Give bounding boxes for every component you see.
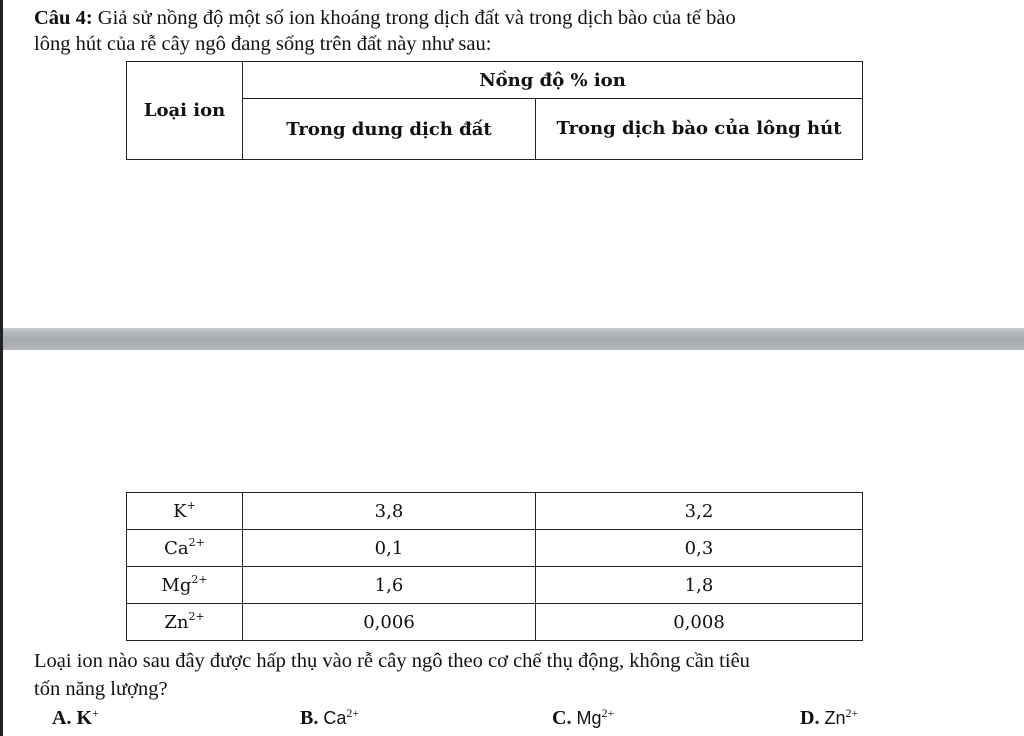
table-row (127, 604, 863, 641)
header-ion-type: Loại ion (127, 62, 243, 160)
soil-value: 0,1 (243, 530, 536, 567)
soil-value: 1,6 (243, 567, 536, 604)
ion-cell: $Mg^{2+}$ (127, 567, 243, 604)
page-gap (0, 328, 1024, 350)
question-text-1: Giả sử nồng độ một số ion khoáng trong dịch đất và trong dịch bào của tế bào (97, 7, 736, 29)
ion-cell: K+ (127, 493, 243, 530)
left-border (0, 0, 3, 736)
table-row (127, 567, 863, 604)
header-concentration: Nồng độ % ion (243, 62, 863, 99)
question-number: Câu 4: (34, 7, 93, 29)
option-c: C. $Mg^{2+}$ (552, 706, 615, 729)
cell-value: 1,8 (536, 567, 863, 604)
ion-table-data (126, 492, 863, 641)
option-a: A. K+ (52, 706, 99, 729)
option-d: D. $Zn^{2+}$ (800, 706, 859, 729)
soil-value: 0,006 (243, 604, 536, 641)
table-row (127, 493, 863, 530)
table-row (127, 530, 863, 567)
ion-cell: $Zn^{2+}$ (127, 604, 243, 641)
prompt-line-1: Loại ion nào sau đây được hấp thụ vào rễ cây ngô theo cơ chế thụ động, không cần tiêu (34, 650, 750, 672)
ion-cell: $Ca^{2+}$ (127, 530, 243, 567)
cell-value: 0,3 (536, 530, 863, 567)
question-line-1 (34, 5, 736, 31)
cell-value: 0,008 (536, 604, 863, 641)
ion-table-header (126, 61, 863, 160)
soil-value: 3,8 (243, 493, 536, 530)
header-cell-sap: Trong dịch bào của lông hút (536, 99, 863, 160)
header-soil: Trong dung dịch đất (243, 99, 536, 160)
option-b: B. $Ca^{2+}$ (300, 706, 360, 729)
cell-value: 3,2 (536, 493, 863, 530)
question-line-2: lông hút của rễ cây ngô đang sống trên đất này như sau: (34, 33, 492, 55)
prompt-line-2: tốn năng lượng? (34, 678, 168, 700)
